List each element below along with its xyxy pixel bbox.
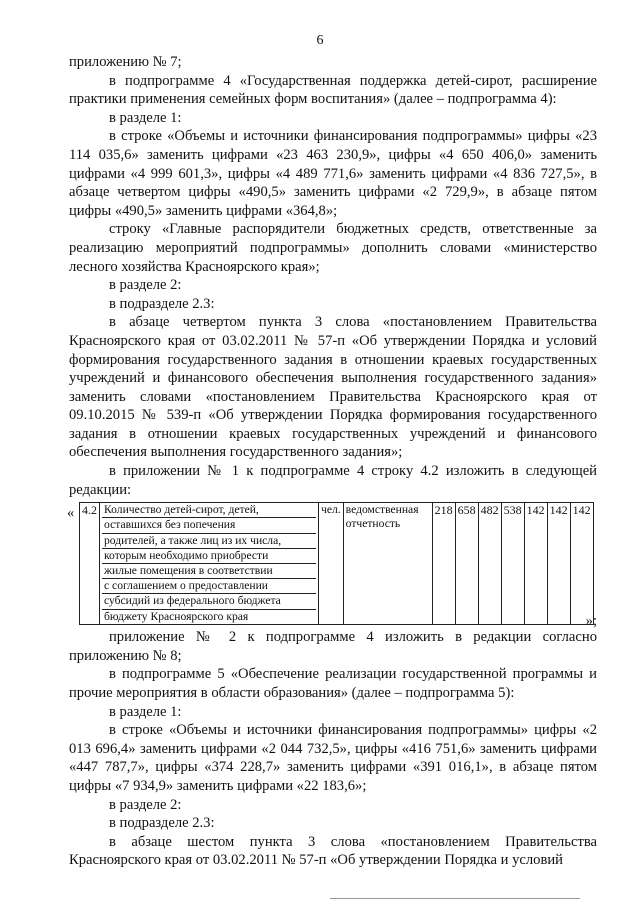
table-close-quote: »;	[585, 612, 597, 629]
paragraph: в подразделе 2.3:	[109, 815, 215, 832]
value-cell: 142	[524, 503, 547, 625]
table-row-4-2-block	[67, 502, 597, 629]
indicator-name-line: с соглашением о предоставлении	[102, 579, 316, 594]
paragraph: в абзаце шестом пункта 3 слова «постановлением Правительства Красноярского края от 03.02.2011 № 57-п «Об утверждении Порядка и условий	[69, 833, 597, 869]
table-row	[80, 503, 594, 625]
paragraph: в подразделе 2.3:	[109, 295, 215, 312]
paragraph: в строке «Объемы и источники финансирования подпрограммы» цифры «2 013 696,4» заменить цифрами «2 044 732,5», цифры «416 751,6» заменить цифрами «447 787,7», цифры «374 228,7» заменить цифрами «391 016,1», в абзаце пятом цифры «7 934,9» заменить цифрами «22 183,6»;	[69, 722, 597, 794]
value-cell: 142	[547, 503, 570, 625]
paragraph: в строке «Объемы и источники финансирования подпрограммы» цифры «23 114 035,6» заменить цифрами «23 463 230,9», цифры «4 650 406,0» заменить цифрами «4 999 601,3», цифры «4 489 771,6» заменить цифрами «4 836 727,5», в абзаце четвертом цифры «490,5» заменить цифрами «2 729,9», в абзаце пятом цифры «490,5» заменить цифрами «364,8»;	[69, 128, 597, 219]
paragraph: в приложении № 1 к подпрограмме 4 строку 4.2 изложить в следующей редакции:	[69, 463, 597, 498]
paragraph: в подпрограмме 5 «Обеспечение реализации государственной программы и прочие мероприятия в области образования» (далее – подпрограмма 5):	[69, 666, 597, 702]
indicator-name-line: родителей, а также лиц из их числа,	[102, 534, 316, 549]
value-cell: 482	[478, 503, 501, 625]
value-cell: 538	[501, 503, 524, 625]
table-open-quote: «	[67, 505, 75, 522]
paragraph: в абзаце четвертом пункта 3 слова «постановлением Правительства Красноярского края от 03.02.2011 № 57-п «Об утверждении Порядка и условий формирования государственного задания в отношении краевых государственных учреждений и финансового обеспечения выполнения государственного задания» заменить словами «постановлением Правительства Красноярского края от 09.10.2015 № 539-п «Об утверждении Порядка формирования государственного задания в отношении краевых государственных учреждений и финансового обеспечения выполнения государственного задания»;	[69, 314, 597, 461]
paragraph: в разделе 2:	[109, 277, 182, 294]
unit-cell: чел.	[319, 503, 344, 625]
row-number-cell: 4.2	[80, 503, 100, 625]
indicator-table	[79, 502, 594, 625]
document-body	[69, 53, 597, 870]
source-cell: ведомственная отчетность	[343, 503, 432, 625]
paragraph: в разделе 1:	[109, 703, 182, 720]
page-number: 6	[316, 33, 324, 48]
indicator-name-line: бюджету Красноярского края	[104, 609, 249, 623]
paragraph: в разделе 1:	[109, 109, 182, 126]
value-cell: 142	[570, 503, 593, 625]
value-cell: 658	[455, 503, 478, 625]
scan-edge-line	[330, 898, 580, 899]
indicator-name-line: Количество детей-сирот, детей,	[102, 503, 316, 518]
indicator-name-line: жилые помещения в соответствии	[102, 564, 316, 579]
indicator-name-line: оставшихся без попечения	[102, 518, 316, 533]
paragraph: приложение № 2 к подпрограмме 4 изложить в редакции согласно приложению № 8;	[69, 629, 597, 664]
indicator-name-cell	[100, 503, 319, 625]
value-cell: 218	[432, 503, 455, 625]
paragraph: приложению № 7;	[69, 54, 182, 70]
indicator-name-line: субсидий из федерального бюджета	[102, 594, 316, 609]
paragraph: в разделе 2:	[109, 796, 182, 813]
paragraph: в подпрограмме 4 «Государственная поддержка детей-сирот, расширение практики применения семейных форм воспитания» (далее – подпрограмма 4):	[69, 72, 597, 108]
paragraph: строку «Главные распорядители бюджетных средств, ответственные за реализацию мероприятий подпрограммы» дополнить словами «министерство лесного хозяйства Красноярского края»;	[69, 221, 597, 275]
indicator-name-line: которым необходимо приобрести	[102, 549, 316, 564]
